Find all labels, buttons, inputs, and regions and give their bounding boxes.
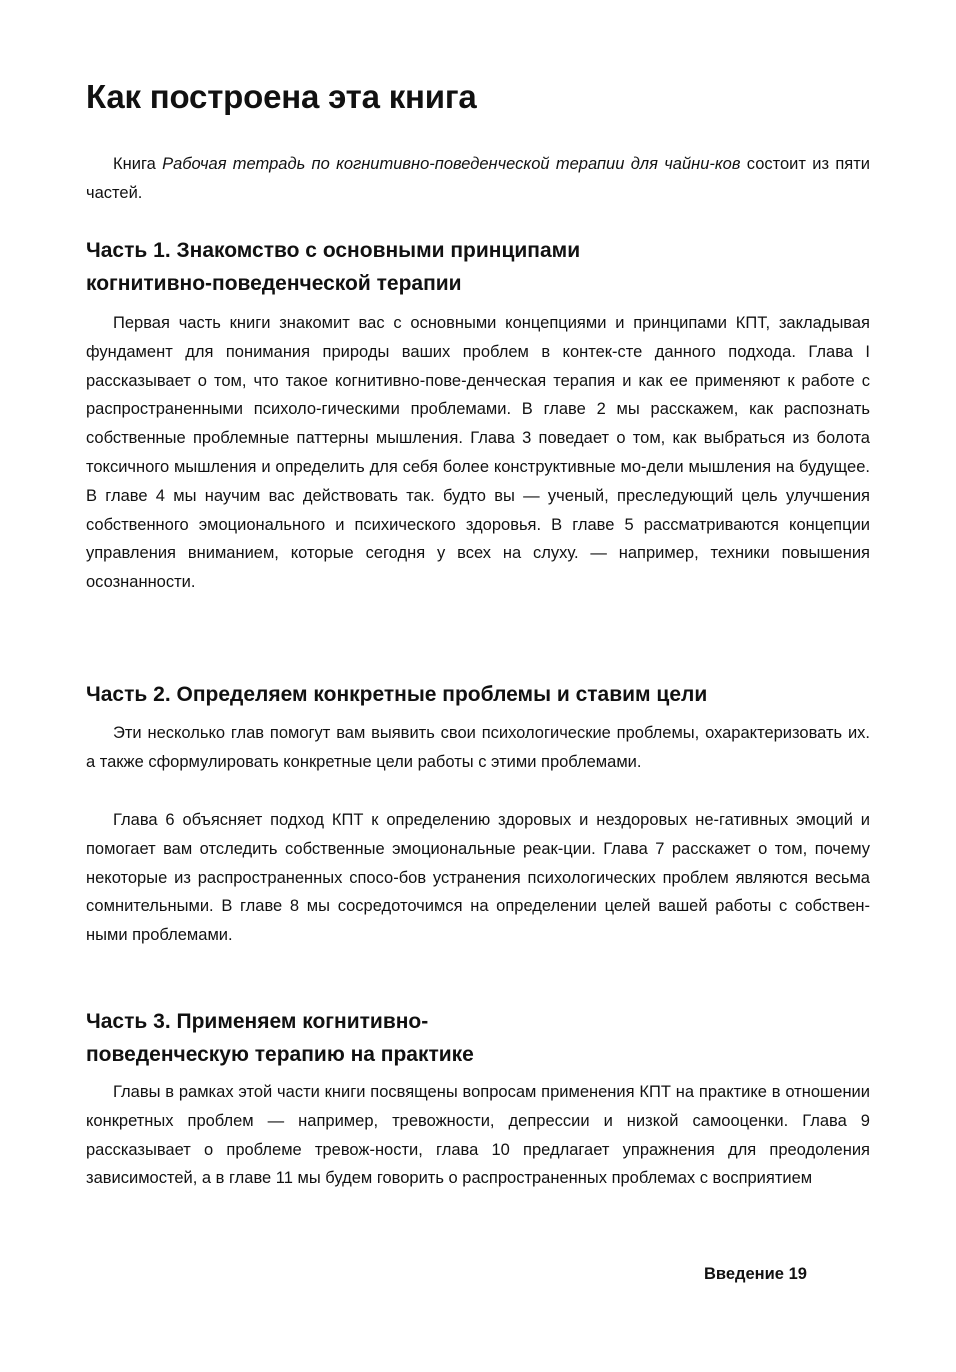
part2-paragraph-2: Глава 6 объясняет подход КПТ к определению здоровых и нездоровых не-гативных эмоций и помогает вам отследить собственные эмоциональные реак-ции. Глава 7 расскажет о том, почему некоторые из распространенных спосо-бов устранения психологических проблем являются весьма сомнительными. В главе 8 мы сосредоточимся на определении целей вашей работы с собствен-ными проблемами. bbox=[86, 811, 870, 945]
part1-paragraph: Первая часть книги знакомит вас с основными концепциями и принципами КПТ, закладывая фундамент для понимания природы ваших проблем в контек-сте данного подхода. Глава I рассказывает о том, что такое когнитивно-пове-денческая терапия и как ее применяют к работе с распространенными психоло-гическими проблемами. В главе 2 мы расскажем, как распознать собственные проблемные паттерны мышления. Глава 3 поведает о том, как выбраться из болота токсичного мышления и определить для себя более конструктивные мо-дели мышления на будущее. В главе 4 мы научим вас действовать так. будто вы — ученый, преследующий цель улучшения собственного эмоционального и психического здоровья. В главе 5 рассматриваются концепции управления вниманием, которые сегодня у всех на слуху. — например, техники повышения осознанности. bbox=[86, 314, 870, 592]
page-number: 19 bbox=[788, 1265, 807, 1283]
part3-heading-line1: Часть 3. Применяем когнитивно- bbox=[86, 1010, 429, 1033]
part3-heading bbox=[86, 1005, 474, 1071]
page-title: Как построена эта книга bbox=[86, 78, 477, 115]
intro-suffix: состоит из пяти частей. bbox=[86, 155, 870, 202]
part1-heading-line1: Часть 1. Знакомство с основными принципами bbox=[86, 239, 581, 262]
part1-heading-line2: когнитивно-поведенческой терапии bbox=[86, 272, 462, 295]
intro-prefix: Книга bbox=[113, 155, 163, 173]
part3-paragraph: Главы в рамках этой части книги посвящены вопросам применения КПТ на практике в отношении конкретных проблем — например, тревожности, депрессии и низкой самооценки. Глава 9 рассказывает о проблеме тревож-ности, глава 10 предлагает упражнения для преодоления зависимостей, а в главе 11 мы будем говорить о распространенных проблемах с восприятием bbox=[86, 1083, 870, 1188]
intro-book-title: Рабочая тетрадь по когнитивно-поведенческой терапии для чайни-ков bbox=[162, 155, 741, 173]
part3-heading-line2: поведенческую терапию на практике bbox=[86, 1043, 474, 1066]
part2-heading: Часть 2. Определяем конкретные проблемы и ставим цели bbox=[86, 683, 708, 706]
footer-section: Введение bbox=[704, 1265, 784, 1283]
intro-paragraph bbox=[86, 150, 870, 208]
page-footer bbox=[704, 1265, 807, 1284]
part1-heading bbox=[86, 234, 580, 300]
part2-paragraph-1: Эти несколько глав помогут вам выявить свои психологические проблемы, охарактеризовать их. а также сформулировать конкретные цели работы с этими проблемами. bbox=[86, 724, 870, 771]
